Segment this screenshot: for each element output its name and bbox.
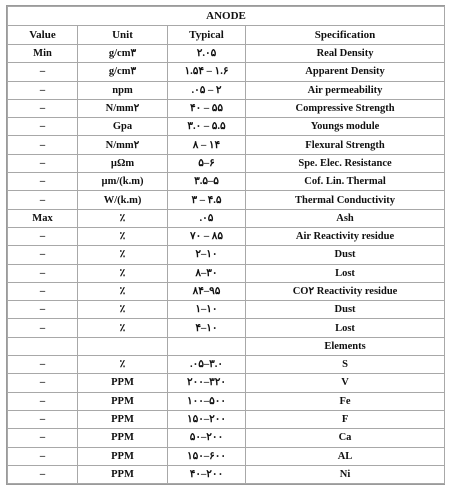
cell-specification: F: [246, 410, 445, 428]
cell-value: –: [8, 191, 78, 209]
cell-unit: µΩm: [78, 154, 168, 172]
cell-unit: W/(k.m): [78, 191, 168, 209]
cell-typical: ۸۴–۹۵: [168, 282, 246, 300]
cell-unit: N/mm۲: [78, 99, 168, 117]
cell-value: –: [8, 356, 78, 374]
table-row: [8, 447, 445, 465]
cell-typical: ۳.۰ – ۵.۵: [168, 118, 246, 136]
cell-unit: Gpa: [78, 118, 168, 136]
cell-specification: V: [246, 374, 445, 392]
cell-typical: ۱۰۰–۵۰۰: [168, 392, 246, 410]
title-row: [8, 7, 445, 26]
table-body: [8, 45, 445, 484]
cell-specification: Elements: [246, 337, 445, 355]
table-row: [8, 118, 445, 136]
header-typical: Typical: [168, 26, 246, 45]
cell-specification: Fe: [246, 392, 445, 410]
table-row: [8, 392, 445, 410]
table-row: [8, 410, 445, 428]
cell-specification: Flexural Strength: [246, 136, 445, 154]
cell-specification: Youngs module: [246, 118, 445, 136]
cell-value: –: [8, 447, 78, 465]
cell-unit: npm: [78, 81, 168, 99]
cell-value: –: [8, 465, 78, 483]
cell-specification: Lost: [246, 264, 445, 282]
table-row: [8, 301, 445, 319]
cell-specification: AL: [246, 447, 445, 465]
header-unit: Unit: [78, 26, 168, 45]
cell-specification: S: [246, 356, 445, 374]
cell-value: –: [8, 282, 78, 300]
cell-specification: Spe. Elec. Resistance: [246, 154, 445, 172]
cell-value: Min: [8, 45, 78, 63]
cell-unit: ٪: [78, 246, 168, 264]
cell-specification: CO۲ Reactivity residue: [246, 282, 445, 300]
anode-spec-table: [7, 6, 445, 484]
cell-value: –: [8, 429, 78, 447]
header-value: Value: [8, 26, 78, 45]
cell-value: –: [8, 246, 78, 264]
table-title: ANODE: [8, 7, 445, 26]
cell-typical: .۰۵: [168, 209, 246, 227]
cell-unit: ٪: [78, 282, 168, 300]
cell-unit: PPM: [78, 392, 168, 410]
cell-typical: ۳.۵–۵: [168, 173, 246, 191]
table-row: [8, 63, 445, 81]
table-row: [8, 136, 445, 154]
cell-specification: Thermal Conductivity: [246, 191, 445, 209]
cell-specification: Dust: [246, 301, 445, 319]
cell-unit: PPM: [78, 429, 168, 447]
cell-typical: ۴–۱۰: [168, 319, 246, 337]
header-row: [8, 26, 445, 45]
cell-unit: µm/(k.m): [78, 173, 168, 191]
cell-unit: PPM: [78, 465, 168, 483]
cell-value: [8, 337, 78, 355]
cell-value: Max: [8, 209, 78, 227]
cell-value: –: [8, 99, 78, 117]
cell-typical: ۸ – ۱۴: [168, 136, 246, 154]
cell-value: –: [8, 173, 78, 191]
cell-specification: Air Reactivity residue: [246, 227, 445, 245]
cell-specification: Compressive Strength: [246, 99, 445, 117]
cell-unit: ٪: [78, 356, 168, 374]
table-row: [8, 337, 445, 355]
cell-typical: ۱۵۰–۶۰۰: [168, 447, 246, 465]
cell-unit: ٪: [78, 209, 168, 227]
table-row: [8, 81, 445, 99]
cell-specification: Cof. Lin. Thermal: [246, 173, 445, 191]
cell-value: –: [8, 63, 78, 81]
table-row: [8, 45, 445, 63]
table-row: [8, 465, 445, 483]
cell-typical: .۰۵ – ۲: [168, 81, 246, 99]
cell-typical: ۲–۱۰: [168, 246, 246, 264]
table-row: [8, 356, 445, 374]
anode-spec-table-container: [6, 5, 445, 485]
cell-unit: g/cm۳: [78, 45, 168, 63]
cell-typical: ۷۰ – ۸۵: [168, 227, 246, 245]
cell-typical: ۵۰–۲۰۰: [168, 429, 246, 447]
cell-value: –: [8, 264, 78, 282]
table-row: [8, 99, 445, 117]
table-row: [8, 246, 445, 264]
cell-unit: ٪: [78, 264, 168, 282]
cell-value: –: [8, 227, 78, 245]
table-row: [8, 374, 445, 392]
cell-specification: Ni: [246, 465, 445, 483]
cell-specification: Real Density: [246, 45, 445, 63]
cell-unit: ٪: [78, 227, 168, 245]
cell-value: –: [8, 374, 78, 392]
cell-unit: ٪: [78, 301, 168, 319]
cell-specification: Lost: [246, 319, 445, 337]
cell-specification: Ca: [246, 429, 445, 447]
cell-unit: PPM: [78, 374, 168, 392]
table-row: [8, 209, 445, 227]
cell-unit: [78, 337, 168, 355]
table-row: [8, 429, 445, 447]
table-row: [8, 227, 445, 245]
table-row: [8, 191, 445, 209]
table-row: [8, 264, 445, 282]
cell-typical: [168, 337, 246, 355]
cell-typical: ۱۵۰–۲۰۰: [168, 410, 246, 428]
cell-value: –: [8, 136, 78, 154]
cell-specification: Apparent Density: [246, 63, 445, 81]
cell-typical: ۵–۶: [168, 154, 246, 172]
cell-typical: .۰۵–۳.۰: [168, 356, 246, 374]
cell-value: –: [8, 410, 78, 428]
cell-value: –: [8, 301, 78, 319]
cell-typical: ۸–۳۰: [168, 264, 246, 282]
cell-specification: Air permeability: [246, 81, 445, 99]
cell-value: –: [8, 154, 78, 172]
cell-typical: ۴۰–۲۰۰: [168, 465, 246, 483]
cell-unit: ٪: [78, 319, 168, 337]
cell-unit: PPM: [78, 410, 168, 428]
table-row: [8, 282, 445, 300]
cell-value: –: [8, 118, 78, 136]
table-row: [8, 173, 445, 191]
table-row: [8, 154, 445, 172]
cell-typical: ۱–۱۰: [168, 301, 246, 319]
cell-typical: ۳ – ۴.۵: [168, 191, 246, 209]
cell-unit: PPM: [78, 447, 168, 465]
header-specification: Specification: [246, 26, 445, 45]
cell-specification: Ash: [246, 209, 445, 227]
cell-value: –: [8, 392, 78, 410]
cell-value: –: [8, 319, 78, 337]
cell-typical: ۲.۰۵: [168, 45, 246, 63]
cell-typical: ۲۰۰–۳۲۰: [168, 374, 246, 392]
cell-value: –: [8, 81, 78, 99]
table-row: [8, 319, 445, 337]
cell-typical: ۱.۵۴ – ۱.۶: [168, 63, 246, 81]
cell-unit: N/mm۲: [78, 136, 168, 154]
cell-specification: Dust: [246, 246, 445, 264]
cell-typical: ۴۰ – ۵۵: [168, 99, 246, 117]
cell-unit: g/cm۳: [78, 63, 168, 81]
